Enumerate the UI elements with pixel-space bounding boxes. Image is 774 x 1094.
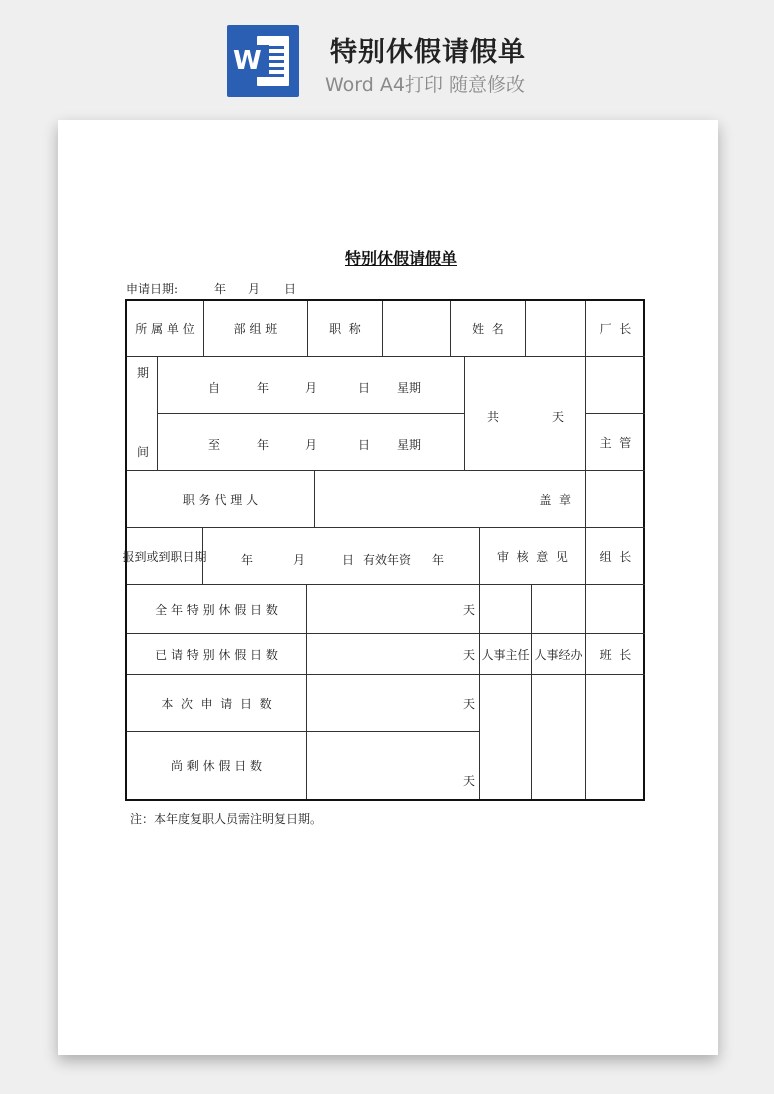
- to-year: 年: [257, 438, 270, 452]
- to-day: 日: [358, 438, 371, 452]
- apply-date-day: 日: [284, 282, 297, 296]
- taken-days-value-cell[interactable]: 天: [307, 634, 480, 675]
- report-year: 年: [241, 553, 254, 567]
- report-month: 月: [293, 553, 306, 567]
- from-day: 日: [358, 381, 371, 395]
- hr-director-label: 人事主任: [480, 634, 532, 675]
- banner-title: 特别休假请假单: [330, 37, 526, 68]
- current-days-label-cell: 本 次 申 请 日 数: [127, 675, 307, 732]
- total-days-cell[interactable]: [465, 357, 586, 471]
- shift-leader-label: 班 长: [586, 634, 645, 675]
- total-label: 共: [487, 410, 500, 424]
- remaining-days-label-cell: 尚 剩 休 假 日 数: [127, 732, 307, 799]
- group-leader-sign-cell[interactable]: [586, 585, 645, 634]
- hr-manager-sign-cell[interactable]: [532, 675, 586, 799]
- report-day: 日: [342, 553, 355, 567]
- current-days-value-cell[interactable]: 天: [307, 675, 480, 732]
- apply-date-year: 年: [214, 282, 227, 296]
- group-leader-cell: 组 长: [586, 528, 645, 585]
- review-label-cell: 审 核 意 见: [480, 528, 586, 585]
- supervisor-cell: 主 管: [586, 414, 645, 471]
- factory-head-cell: 厂 长: [586, 301, 645, 357]
- hr-manager-label: 人事经办: [532, 634, 586, 675]
- position-value-cell[interactable]: [383, 301, 451, 357]
- seal-cell[interactable]: 盖 章: [315, 471, 586, 528]
- remaining-days-value-cell[interactable]: 天: [307, 732, 480, 799]
- to-weekday: 星期: [397, 438, 422, 452]
- to-label: 至: [208, 438, 221, 452]
- annual-days-value-cell[interactable]: 天: [307, 585, 480, 634]
- from-month: 月: [305, 381, 318, 395]
- from-year: 年: [257, 381, 270, 395]
- apply-date-label: 申请日期:: [126, 282, 179, 296]
- shift-leader-sign-cell[interactable]: [586, 675, 645, 799]
- hr-director-sign-top[interactable]: [480, 585, 532, 634]
- supervisor-sign-cell[interactable]: [586, 471, 645, 528]
- hr-manager-sign-top[interactable]: [532, 585, 586, 634]
- agent-label-cell: 职 务 代 理 人: [127, 471, 315, 528]
- period-char-2: 间: [137, 445, 150, 459]
- document-title: 特别休假请假单: [345, 249, 458, 268]
- factory-head-sign-cell[interactable]: [586, 357, 645, 414]
- taken-days-label-cell: 已 请 特 别 休 假 日 数: [127, 634, 307, 675]
- annual-days-label-cell: 全 年 特 别 休 假 日 数: [127, 585, 307, 634]
- word-document-icon: [227, 25, 299, 97]
- word-letter: W: [233, 45, 269, 77]
- from-weekday: 星期: [397, 381, 422, 395]
- name-label-cell: 姓 名: [451, 301, 526, 357]
- seniority-year: 年: [432, 553, 445, 567]
- banner-subtitle: Word A4打印 随意修改: [325, 74, 526, 96]
- name-value-cell[interactable]: [526, 301, 586, 357]
- position-label-cell: 职 称: [308, 301, 383, 357]
- leave-form-table: [122, 299, 645, 801]
- from-label: 自: [208, 381, 221, 395]
- dept-group-cell[interactable]: 部 组 班: [204, 301, 308, 357]
- period-char-1: 期: [137, 366, 150, 380]
- seniority-label: 有效年资: [363, 553, 412, 567]
- dept-label-cell: 所 属 单 位: [127, 301, 204, 357]
- header-banner: [0, 0, 774, 110]
- apply-date-month: 月: [248, 282, 261, 296]
- footnote: 注：本年度复职人员需注明复日期。: [130, 812, 323, 826]
- total-unit: 天: [552, 410, 565, 424]
- hr-director-sign-cell[interactable]: [480, 675, 532, 799]
- report-date-label-cell: 报到或到职日期: [127, 528, 203, 585]
- to-month: 月: [305, 438, 318, 452]
